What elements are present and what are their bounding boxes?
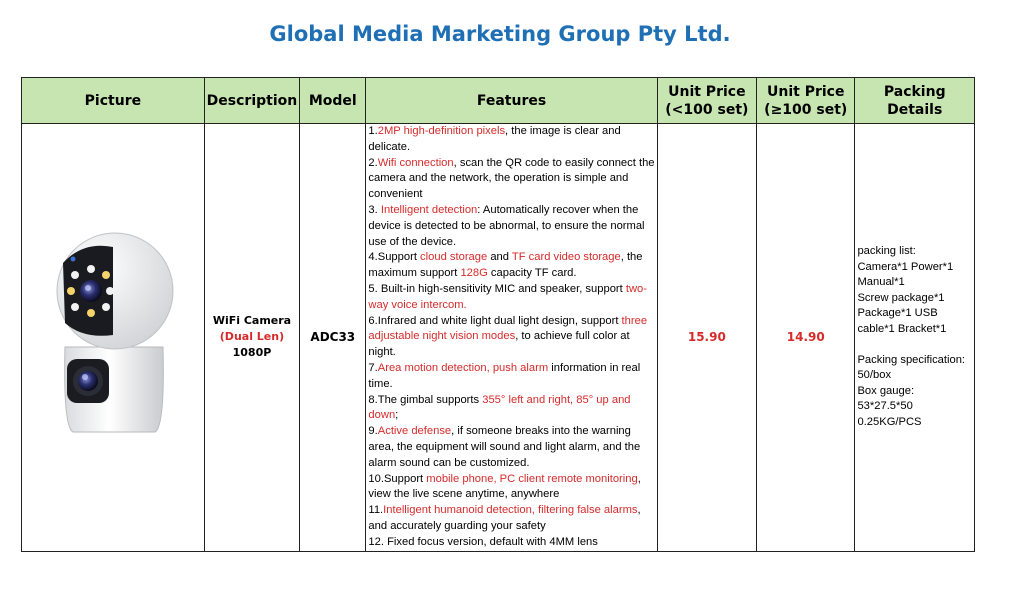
feature-item	[368, 424, 654, 471]
feature-highlight: mobile phone, PC client remote monitoring	[426, 472, 638, 485]
feature-highlight: three adjustable night vision modes	[368, 314, 648, 343]
feature-highlight: cloud storage	[420, 251, 488, 264]
feature-highlight: two-way voice intercom.	[368, 282, 647, 311]
feature-text: 7.	[368, 361, 378, 374]
feature-item	[368, 535, 654, 551]
feature-text: , scan the QR code to easily connect the camera and the network, the operation is simple and convenient	[368, 156, 655, 201]
feature-text: , the image is clear and delicate.	[368, 125, 621, 153]
feature-highlight: 2MP high-definition pixels	[377, 125, 506, 137]
packing-spec: Packing specification: 50/box Box gauge: 53*27.5*50 0.25KG/PCS	[857, 353, 966, 428]
feature-item	[368, 282, 654, 314]
feature-highlight: Area motion detection, push alarm	[377, 361, 549, 374]
feature-item	[368, 156, 654, 203]
feature-highlight: TF card video storage	[511, 251, 621, 264]
header-row	[22, 78, 975, 124]
header-model: Model	[300, 78, 366, 124]
feature-text: 4.Support	[368, 251, 421, 264]
feature-text: , view the live scene anytime, anywhere	[368, 472, 641, 501]
header-price-lt100-line2: (<100 set)	[665, 101, 749, 118]
price-lt100-cell: 15.90	[657, 124, 756, 552]
header-price-lt100-line1: Unit Price	[668, 83, 746, 100]
feature-text: information in real time.	[368, 361, 641, 390]
feature-item	[368, 124, 654, 156]
feature-highlight: Intelligent humanoid detection, filtering false alarms	[383, 504, 638, 517]
header-price-lt100	[657, 78, 756, 124]
header-packing: Packing Details	[855, 78, 975, 124]
feature-text: , to achieve full color at night.	[368, 330, 630, 359]
feature-text: 6.Infrared and white light dual light design, support	[368, 314, 622, 327]
header-price-ge100-line1: Unit Price	[767, 83, 845, 100]
feature-text: and	[487, 251, 512, 264]
header-picture: Picture	[22, 78, 205, 124]
feature-highlight: Active defense	[377, 425, 452, 438]
feature-item	[368, 472, 654, 504]
quotation-table	[21, 77, 975, 552]
feature-text: capacity TF card.	[487, 267, 577, 280]
header-price-ge100	[757, 78, 855, 124]
feature-text: , the maximum support	[368, 251, 643, 280]
feature-text: ;	[395, 409, 399, 422]
features-cell	[366, 124, 657, 552]
desc-line-2: (Dual Len)	[219, 330, 285, 344]
page-title: Global Media Marketing Group Pty Ltd.	[269, 22, 731, 46]
feature-text: : Automatically recover when the device is detected to be abnormal, to ensure the normal use of the device.	[368, 203, 645, 248]
feature-text: 11.	[368, 504, 384, 517]
feature-text: 12. Fixed focus version, default with 4MM lens	[368, 535, 598, 548]
feature-item	[368, 250, 654, 282]
feature-item	[368, 314, 654, 361]
model-cell: ADC33	[300, 124, 366, 552]
feature-text: , if someone breaks into the warning area, the equipment will sound and light alarm, and the alarm sound can be customized.	[368, 425, 641, 469]
header-features: Features	[366, 78, 657, 124]
feature-item	[368, 393, 654, 425]
feature-text: 5. Built-in high-sensitivity MIC and speaker, support	[368, 282, 626, 295]
feature-item	[368, 361, 654, 393]
table-row	[22, 124, 975, 552]
feature-text: 8.The gimbal supports	[368, 393, 483, 406]
feature-highlight: 128G	[460, 267, 488, 280]
feature-text: , and accurately guarding your safety	[368, 504, 641, 532]
feature-text: 9.	[368, 425, 378, 438]
feature-text: 3.	[368, 203, 381, 216]
feature-item	[368, 203, 654, 250]
feature-highlight: Wifi connection	[377, 156, 454, 169]
feature-item	[368, 503, 654, 535]
header-description: Description	[204, 78, 299, 124]
feature-highlight: 355° left and right, 85° up and down	[368, 393, 631, 422]
price-ge100-cell: 14.90	[757, 124, 855, 552]
camera-product-icon	[43, 227, 183, 447]
features-list	[368, 124, 654, 551]
feature-highlight: Intelligent detection	[380, 203, 478, 216]
desc-line-3: 1080P	[232, 346, 272, 360]
feature-text: 1.	[368, 125, 378, 137]
description-cell	[204, 124, 299, 552]
packing-list: packing list: Camera*1 Power*1 Manual*1 Screw package*1 Package*1 USB cable*1 Bracket*1	[857, 244, 954, 335]
header-price-ge100-line2: (≥100 set)	[764, 101, 848, 118]
product-picture-cell	[22, 124, 205, 552]
feature-text: 2.	[368, 156, 378, 169]
desc-line-1: WiFi Camera	[212, 314, 292, 328]
packing-cell	[855, 124, 975, 552]
feature-text: 10.Support	[368, 472, 427, 485]
